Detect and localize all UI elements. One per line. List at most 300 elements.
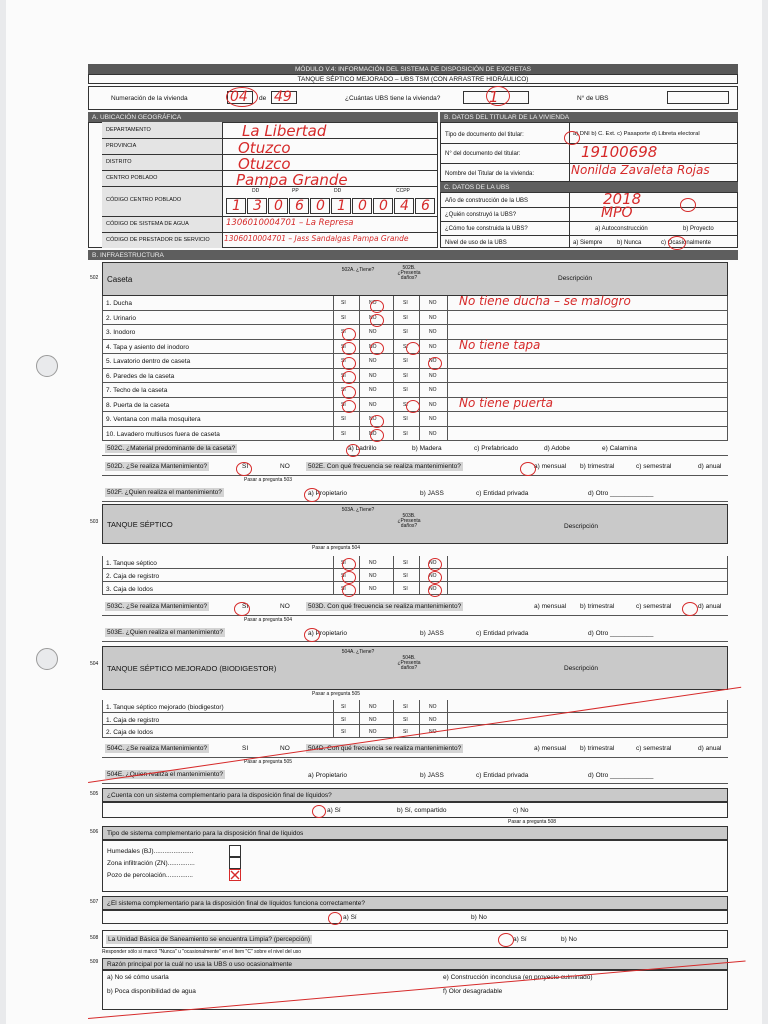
column-divider <box>359 354 360 368</box>
code-digit: 1 <box>337 198 346 214</box>
code-digit-box <box>289 198 309 214</box>
tanque-row <box>102 556 728 569</box>
column-divider <box>393 569 394 581</box>
q508-note: Responder sólo si marcó "Nunca" u "ocasionalmente" en el ítem "C" sobre el nivel del uso <box>102 949 302 955</box>
tanque-pasar: Pasar a pregunta 504 <box>244 617 293 623</box>
selection-circle <box>346 444 360 457</box>
caseta-si-option[interactable]: SI <box>403 329 408 335</box>
housing-label: Numeración de la vivienda <box>111 95 188 102</box>
column-divider <box>393 311 394 325</box>
q504-num: 504 <box>90 661 99 667</box>
tanque-who-a: a) Propietario <box>308 630 348 637</box>
caseta-no-option[interactable]: NO <box>429 314 437 321</box>
caseta-si-option[interactable]: SI <box>341 358 346 364</box>
bio-mant-si: SI <box>242 745 249 752</box>
selection-circle <box>406 400 420 413</box>
column-divider <box>393 713 394 725</box>
caseta-no-option[interactable]: NO <box>429 416 437 422</box>
tanque-mant-si: SI <box>242 603 249 610</box>
q507-num: 507 <box>90 899 99 905</box>
q509-f: f) Olor desagradable <box>443 988 503 995</box>
caseta-no-option[interactable]: NO <box>429 358 437 364</box>
q505-question: ¿Cuenta con un sistema complementario para la disposición final de líquidos? <box>107 791 332 799</box>
caseta-mant-row <box>102 460 728 476</box>
tanque-no-option[interactable]: NO <box>369 573 377 579</box>
doc-type-options: a) DNI b) C. Ext. c) Pasaporte d) Libreta electoral <box>573 131 700 137</box>
section-a-body <box>102 122 438 248</box>
tanque-mant-question: 503C. ¿Se realiza Mantenimiento? <box>107 603 208 610</box>
selection-circle <box>304 488 320 502</box>
material-opt-c: c) Prefabricado <box>474 445 519 452</box>
column-divider <box>447 325 448 339</box>
caseta-no-option[interactable]: NO <box>369 358 377 364</box>
bio-freq-c: c) semestral <box>636 745 672 752</box>
caseta-row <box>102 354 728 369</box>
ubs-question: ¿Cuántas UBS tiene la vivienda? <box>345 95 441 102</box>
column-divider <box>393 700 394 712</box>
section-c-title: C. DATOS DE LA UBS <box>440 182 738 192</box>
caseta-si-option[interactable]: SI <box>403 401 408 408</box>
tanque-no-option[interactable]: NO <box>429 586 437 592</box>
material-opt-d: d) Adobe <box>544 445 571 452</box>
material-opt-e: e) Calamina <box>602 445 638 452</box>
prov-label: PROVINCIA <box>106 143 137 149</box>
q503-num: 503 <box>90 519 99 525</box>
q509-b: b) Poca disponibilidad de agua <box>107 988 196 995</box>
caseta-col-b: 502B. ¿Presenta daños? <box>397 265 421 281</box>
selection-circle <box>328 912 342 925</box>
tanque-si-option[interactable]: SI <box>403 560 408 566</box>
caseta-no-option[interactable]: NO <box>429 430 437 437</box>
bio-si-option[interactable]: SI <box>341 704 346 710</box>
caseta-item-label: 2. Urinario <box>106 314 136 322</box>
caseta-no-option[interactable]: NO <box>369 372 377 379</box>
bio-who-b: b) JASS <box>420 772 444 779</box>
caseta-no-option[interactable]: NO <box>429 387 437 393</box>
water-value: 1306010004701 – La Represa <box>226 218 354 228</box>
selection-circle <box>370 429 384 442</box>
caseta-no-option[interactable]: NO <box>369 416 377 422</box>
column-divider <box>333 725 334 737</box>
doc-num-value: 19100698 <box>581 143 658 161</box>
year-label: Año de construcción de la UBS <box>445 198 529 204</box>
q509-question: Razón principal por la cuál no usa la UBS o uso ocasionalmente <box>107 960 292 968</box>
caseta-no-option[interactable]: NO <box>429 329 437 335</box>
caseta-freq-c: c) semestral <box>636 463 672 470</box>
tanque-item-label: 1. Tanque séptico <box>106 560 157 567</box>
ubs-no-label: N° de UBS <box>577 95 609 102</box>
caseta-si-option[interactable]: SI <box>403 430 408 437</box>
caseta-row <box>102 412 728 427</box>
selection-circle <box>342 357 356 370</box>
caseta-col-a: 502A. ¿Tiene? <box>341 267 375 273</box>
tanque-si-option[interactable]: SI <box>403 586 408 592</box>
code-label: CÓDIGO CENTRO POBLADO <box>106 197 182 203</box>
water-label: CÓDIGO DE SISTEMA DE AGUA <box>106 221 189 227</box>
column-divider <box>393 325 394 339</box>
q507-header <box>102 896 728 910</box>
bio-col-desc: Descripción <box>564 665 598 672</box>
q509-e: e) Construcción inconclusa (en proyecto culminado) <box>443 974 593 981</box>
code-digit: 0 <box>379 198 388 214</box>
code-digit: 0 <box>316 198 325 214</box>
housing-row <box>88 86 738 110</box>
cp-value: Pampa Grande <box>236 171 348 189</box>
caseta-no-option[interactable]: NO <box>429 372 437 379</box>
column-divider <box>393 369 394 383</box>
q506-opt-3: Pozo de percolación............... <box>107 872 193 879</box>
selection-circle <box>406 342 420 355</box>
column-divider <box>359 412 360 426</box>
selection-circle <box>370 342 384 355</box>
code-digit-box <box>394 198 414 214</box>
caseta-title: Caseta <box>107 274 133 284</box>
selection-circle <box>370 415 384 428</box>
column-divider <box>419 713 420 725</box>
caseta-si-option[interactable]: SI <box>403 343 408 350</box>
code-digit: 0 <box>274 198 283 214</box>
bio-freq-b: b) trimestral <box>580 745 615 752</box>
q505-a: a) Sí <box>327 807 341 814</box>
column-divider <box>393 354 394 368</box>
code-digit-box <box>268 198 288 214</box>
tanque-no-option[interactable]: NO <box>429 560 437 566</box>
selection-circle <box>342 571 356 584</box>
tanque-no-option[interactable]: NO <box>429 573 437 579</box>
column-divider <box>447 412 448 426</box>
tanque-who-d: d) Otro ____________ <box>588 630 654 637</box>
selection-circle <box>486 86 510 106</box>
bio-no-option[interactable]: NO <box>429 704 437 710</box>
q507-b: b) No <box>471 914 487 921</box>
caseta-si-option[interactable]: SI <box>341 300 346 306</box>
owner-name-value: Nonilda Zavaleta Rojas <box>571 163 710 177</box>
code-digit-box <box>310 198 330 214</box>
selection-circle <box>428 357 442 370</box>
tanque-freq-b: b) trimestral <box>580 603 615 610</box>
code-digit: 6 <box>421 198 430 214</box>
code-digit: 0 <box>358 198 367 214</box>
tanque-si-option[interactable]: SI <box>341 560 346 566</box>
caseta-si-option[interactable]: SI <box>341 372 346 379</box>
caseta-si-option[interactable]: SI <box>341 314 346 321</box>
column-divider <box>333 296 334 310</box>
bio-who-c: c) Entidad privada <box>476 772 529 779</box>
caseta-item-label: 9. Ventana con malla mosquitera <box>106 416 201 423</box>
caseta-si-option[interactable]: SI <box>403 358 408 364</box>
bio-col-a: 504A. ¿Tiene? <box>341 649 375 655</box>
column-divider <box>333 398 334 412</box>
column-divider <box>419 412 420 426</box>
q506-header <box>102 826 728 840</box>
caseta-si-option[interactable]: SI <box>341 416 346 422</box>
caseta-no-option[interactable]: NO <box>429 300 437 306</box>
bio-no-option[interactable]: NO <box>369 716 377 723</box>
q509-header <box>102 958 728 970</box>
column-divider <box>393 725 394 737</box>
material-opt-b: b) Madera <box>412 445 442 452</box>
selection-circle <box>304 628 320 642</box>
code-hdr-dd2: DD <box>334 188 342 194</box>
selection-circle <box>236 462 252 476</box>
column-divider <box>419 296 420 310</box>
code-digit: 3 <box>253 198 262 214</box>
column-divider <box>419 383 420 397</box>
bio-si-option[interactable]: SI <box>341 729 346 735</box>
use-opt-a: a) Siempre <box>573 240 603 246</box>
caseta-note: No tiene puerta <box>459 395 553 410</box>
selection-circle <box>342 342 356 355</box>
module-subtitle: TANQUE SÉPTICO MEJORADO – UBS TSM (CON ARRASTRE HIDRÁULICO) <box>88 74 738 84</box>
tanque-no-option[interactable]: NO <box>369 586 377 592</box>
column-divider <box>447 296 448 310</box>
q505-b: b) Sí, compartido <box>397 807 447 814</box>
tanque-si-option[interactable]: SI <box>403 573 408 579</box>
caseta-freq-a: a) mensual <box>534 463 567 470</box>
caseta-no-option[interactable]: NO <box>429 401 437 408</box>
infra-title: B. INFRAESTRUCTURA <box>88 250 738 260</box>
selection-circle <box>682 602 698 616</box>
caseta-freq-question: 502E. Con qué frecuencia se realiza mantenimiento? <box>308 463 461 470</box>
caseta-row <box>102 383 728 398</box>
column-divider <box>359 582 360 594</box>
selection-circle <box>342 328 356 341</box>
caseta-no-option[interactable]: NO <box>369 329 377 335</box>
bio-no-option[interactable]: NO <box>369 729 377 735</box>
column-divider <box>447 556 448 568</box>
bio-si-option[interactable]: SI <box>403 716 408 723</box>
material-question: 502C. ¿Material predominante de la caseta? <box>107 445 236 452</box>
caseta-item-label: 6. Paredes de la caseta <box>106 372 175 380</box>
bio-pasar: Pasar a pregunta 505 <box>244 759 293 765</box>
column-divider <box>333 383 334 397</box>
column-divider <box>393 412 394 426</box>
q506-question: Tipo de sistema complementario para la disposición final de líquidos <box>107 829 304 837</box>
prov-value: Otuzco <box>238 139 291 157</box>
selection-circle <box>226 87 258 107</box>
column-divider <box>359 713 360 725</box>
q506-check-3[interactable] <box>229 869 241 881</box>
bio-si-option[interactable]: SI <box>341 716 346 723</box>
code-digit: 4 <box>400 198 409 214</box>
bio-item-label: 2. Caja de lodos <box>106 729 153 736</box>
bio-si-option[interactable]: SI <box>403 704 408 710</box>
q507-a: a) Sí <box>343 914 357 921</box>
bio-si-option[interactable]: SI <box>403 729 408 735</box>
caseta-no-option[interactable]: NO <box>369 300 377 306</box>
column-divider <box>447 383 448 397</box>
caseta-si-option[interactable]: SI <box>403 300 408 306</box>
caseta-si-option[interactable]: SI <box>403 314 408 321</box>
column-divider <box>447 340 448 354</box>
caseta-no-option[interactable]: NO <box>429 343 437 350</box>
caseta-item-label: 8. Puerta de la caseta <box>106 401 170 409</box>
q506-check-1[interactable] <box>229 845 241 857</box>
caseta-who-b: b) JASS <box>420 490 444 497</box>
caseta-row <box>102 296 728 311</box>
tanque-who-row <box>102 626 728 642</box>
q508-b: b) No <box>561 936 577 943</box>
caseta-si-option[interactable]: SI <box>403 372 408 379</box>
binder-hole <box>36 648 58 670</box>
housing-de: de <box>259 95 267 102</box>
bio-pasar-a: Pasar a pregunta 505 <box>312 691 361 697</box>
bio-mant-row <box>102 742 728 758</box>
section-a-title: A. UBICACIÓN GEOGRÁFICA <box>88 112 438 122</box>
tanque-si-option[interactable]: SI <box>341 573 346 579</box>
q509-a: a) No sé cómo usarla <box>107 974 169 981</box>
bio-who-question: 504E. ¿Quien realiza el mantenimiento? <box>107 771 223 778</box>
caseta-item-label: 1. Ducha <box>106 300 133 307</box>
material-opt-a: a) Ladrillo <box>348 445 377 452</box>
cp-label: CENTRO POBLADO <box>106 175 158 181</box>
column-divider <box>419 582 420 594</box>
bio-row <box>102 725 728 738</box>
column-divider <box>419 700 420 712</box>
selection-circle <box>428 571 442 584</box>
column-divider <box>419 354 420 368</box>
q505-header <box>102 788 728 802</box>
q506-check-2[interactable] <box>229 857 241 869</box>
column-divider <box>419 311 420 325</box>
column-divider <box>419 556 420 568</box>
who-built-value: MPO <box>601 205 633 221</box>
tanque-no-option[interactable]: NO <box>369 560 377 566</box>
tanque-row <box>102 582 728 595</box>
caseta-freq-d: d) anual <box>698 463 722 470</box>
section-b-title: B. DATOS DEL TITULAR DE LA VIVIENDA <box>440 112 738 122</box>
prov-serv-label: CÓDIGO DE PRESTADOR DE SERVICIO <box>106 237 210 243</box>
column-divider <box>393 582 394 594</box>
caseta-row <box>102 311 728 326</box>
housing-total: 49 <box>274 89 292 105</box>
column-divider <box>333 412 334 426</box>
tanque-col-a: 503A. ¿Tiene? <box>341 507 375 513</box>
q502-num: 502 <box>90 275 99 281</box>
how-built-label: ¿Cómo fue construida la UBS? <box>445 226 528 232</box>
column-divider <box>359 383 360 397</box>
selection-circle <box>428 584 442 597</box>
column-divider <box>333 311 334 325</box>
q508-a: a) Sí <box>513 936 527 943</box>
q506-num: 506 <box>90 829 99 835</box>
selection-circle <box>668 236 686 250</box>
column-divider <box>419 569 420 581</box>
caseta-si-option[interactable]: SI <box>341 387 346 393</box>
column-divider <box>393 398 394 412</box>
caseta-si-option[interactable]: SI <box>341 430 346 437</box>
column-divider <box>359 725 360 737</box>
caseta-item-label: 10. Lavadero multiusos fuera de caseta <box>106 430 220 438</box>
column-divider <box>447 369 448 383</box>
caseta-no-option[interactable]: NO <box>369 343 377 350</box>
bio-who-a: a) Propietario <box>308 772 348 779</box>
caseta-material-row <box>102 442 728 456</box>
dist-value: Otuzco <box>238 155 291 173</box>
caseta-freq-b: b) trimestral <box>580 463 615 470</box>
bio-freq-d: d) anual <box>698 745 722 752</box>
caseta-no-option[interactable]: NO <box>369 387 377 393</box>
bio-mant-question: 504C. ¿Se realiza Mantenimiento? <box>107 745 208 752</box>
caseta-who-d: d) Otro ____________ <box>588 490 654 497</box>
caseta-who-c: c) Entidad privada <box>476 490 529 497</box>
caseta-item-label: 4. Tapa y asiento del inodoro <box>106 343 189 351</box>
tanque-freq-c: c) semestral <box>636 603 672 610</box>
code-hdr-dd: DD <box>252 188 260 194</box>
tanque-item-label: 2. Caja de registro <box>106 573 160 580</box>
caseta-no-option[interactable]: NO <box>369 430 377 437</box>
caseta-no-option[interactable]: NO <box>369 401 377 408</box>
caseta-col-desc: Descripción <box>558 275 592 282</box>
caseta-no-option[interactable]: NO <box>369 314 377 321</box>
doc-type-label: Tipo de documento del titular: <box>445 132 524 138</box>
q508-num: 508 <box>90 935 99 941</box>
column-divider <box>359 325 360 339</box>
column-divider <box>359 427 360 441</box>
caseta-who-question: 502F. ¿Quien realiza el mantenimiento? <box>107 489 222 496</box>
selection-circle <box>342 371 356 384</box>
q508-row <box>102 930 728 948</box>
caseta-si-option[interactable]: SI <box>341 401 346 408</box>
caseta-item-label: 3. Inodoro <box>106 329 136 336</box>
use-opt-c: c) Ocasionalmente <box>661 240 712 246</box>
bio-no-option[interactable]: NO <box>369 704 377 710</box>
caseta-note: No tiene ducha – se malogro <box>459 294 631 308</box>
caseta-pasar: Pasar a pregunta 503 <box>244 477 293 483</box>
code-digit: 6 <box>295 198 304 214</box>
caseta-si-option[interactable]: SI <box>341 329 346 335</box>
caseta-si-option[interactable]: SI <box>403 387 408 393</box>
bio-row <box>102 713 728 726</box>
tanque-si-option[interactable]: SI <box>341 586 346 592</box>
code-digit-box <box>415 198 435 214</box>
column-divider <box>393 296 394 310</box>
selection-circle <box>234 602 250 616</box>
code-digit: 1 <box>232 198 241 214</box>
column-divider <box>393 383 394 397</box>
caseta-note: No tiene tapa <box>459 337 541 352</box>
column-divider <box>447 569 448 581</box>
bio-no-option[interactable]: NO <box>429 716 437 723</box>
tanque-mant-row <box>102 600 728 616</box>
q507-question: ¿El sistema complementario para la disposición final de líquidos funciona correctamente? <box>107 899 365 907</box>
caseta-si-option[interactable]: SI <box>341 343 346 350</box>
column-divider <box>419 369 420 383</box>
dist-label: DISTRITO <box>106 159 132 165</box>
tanque-freq-d: d) anual <box>698 603 722 610</box>
code-digits <box>226 198 436 214</box>
use-level-label: Nivel de uso de la UBS <box>445 240 507 246</box>
bio-who-d: d) Otro ____________ <box>588 772 654 779</box>
tanque-col-desc: Descripción <box>564 523 598 530</box>
bio-title: TANQUE SÉPTICO MEJORADO (BIODIGESTOR) <box>107 663 277 673</box>
tanque-pasar-a: Pasar a pregunta 504 <box>312 545 361 551</box>
column-divider <box>333 700 334 712</box>
caseta-row <box>102 325 728 340</box>
doc-num-label: N° del documento del titular: <box>445 151 521 157</box>
selection-circle <box>564 131 580 145</box>
caseta-mant-no: NO <box>280 463 290 470</box>
section-b <box>440 122 738 182</box>
tanque-row <box>102 569 728 582</box>
q505-pasar: Pasar a pregunta 508 <box>508 819 557 825</box>
code-digit-box <box>352 198 372 214</box>
column-divider <box>447 398 448 412</box>
caseta-si-option[interactable]: SI <box>403 416 408 422</box>
caseta-who-row <box>102 486 728 502</box>
caseta-row <box>102 369 728 384</box>
column-divider <box>359 569 360 581</box>
